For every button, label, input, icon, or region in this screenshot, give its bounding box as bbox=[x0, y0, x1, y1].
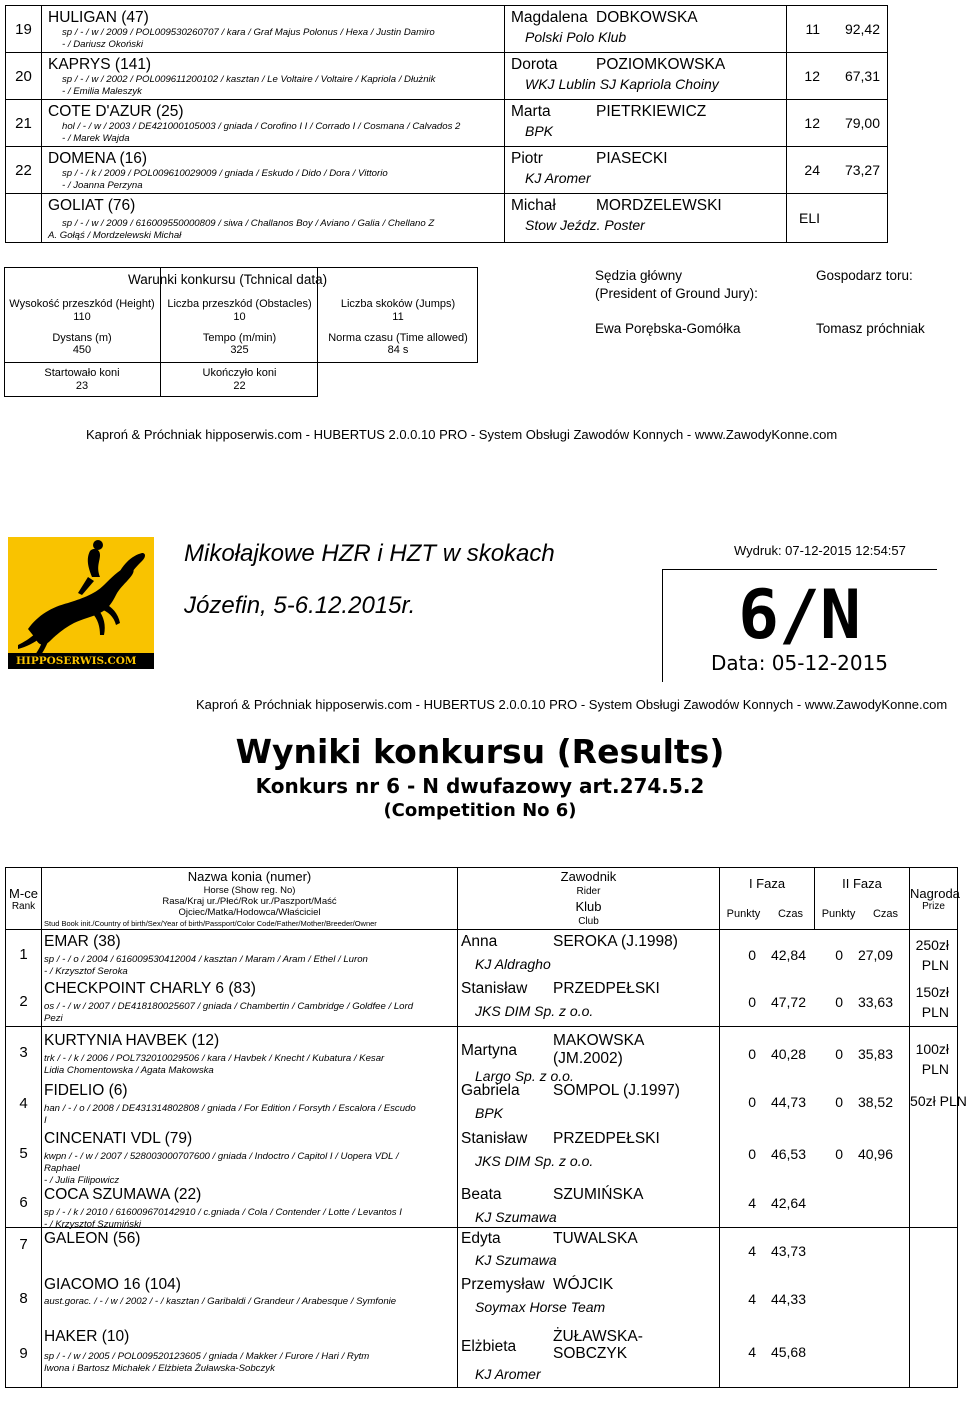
rider-cell bbox=[458, 1228, 720, 1388]
rank-cell bbox=[6, 194, 42, 243]
phase1-time: 42,84 bbox=[770, 946, 806, 963]
horse-owner: - / Julia Filipowicz bbox=[44, 1175, 120, 1186]
phase1-time: 46,53 bbox=[770, 1146, 806, 1162]
phase2-time: 27,09 bbox=[857, 946, 893, 963]
horse-owner: - / Dariusz Okoński bbox=[62, 39, 144, 50]
phase2-points: 0 bbox=[835, 1146, 843, 1162]
phase1-time: 40,28 bbox=[770, 1046, 806, 1062]
horse-info: sp / - / w / 2002 / POL009611200102 / kasztan / Le Voltaire / Voltaire / Kapriola / Dłużnik bbox=[62, 74, 436, 85]
rider-club: BPK bbox=[475, 1105, 504, 1121]
phase-results-cell bbox=[720, 930, 910, 1027]
phase2-points: 0 bbox=[835, 993, 843, 1010]
rank-header-en: Rank bbox=[11, 900, 36, 912]
obstacles-value: 10 bbox=[233, 311, 246, 323]
rank-cell: 22 bbox=[6, 147, 42, 194]
rider-first-name: Stanisław bbox=[461, 980, 528, 997]
rider-last-name: ŻUŁAWSKA- bbox=[553, 1328, 643, 1345]
table-row bbox=[6, 147, 888, 194]
time bbox=[820, 210, 880, 226]
rider-club: KJ Aromer bbox=[525, 170, 591, 186]
rank-cell bbox=[6, 1027, 42, 1228]
rider-first-name: Magdalena bbox=[511, 9, 588, 26]
horse-cell bbox=[42, 147, 505, 194]
phase2-time: 33,63 bbox=[857, 993, 893, 1010]
phase1-points: 4 bbox=[748, 1195, 756, 1211]
footer-credit: Kaproń & Próchniak hipposerwis.com - HUBERTUS 2.0.0.10 PRO - System Obsługi Zawodów Konnych - www.ZawodyKonne.com bbox=[86, 427, 838, 442]
faults: 12 bbox=[804, 115, 820, 131]
horse-name: DOMENA (16) bbox=[48, 150, 148, 167]
time-label: Czas bbox=[777, 907, 804, 920]
horse-name: CINCENATI VDL (79) bbox=[44, 1130, 193, 1147]
phase1-time: 42,64 bbox=[770, 1195, 806, 1211]
table-row bbox=[6, 1228, 958, 1388]
horse-info: sp / - / o / 2004 / 616009530412004 / kasztan / Maram / Aram / Ethel / Luron bbox=[44, 954, 368, 965]
time: 67,31 bbox=[844, 68, 880, 84]
rider-last-name: POZIOMKOWSKA bbox=[596, 56, 726, 73]
prize-currency: PLN bbox=[921, 1004, 950, 1020]
phase2-header bbox=[815, 868, 910, 930]
started-value: 23 bbox=[75, 380, 89, 392]
prize-amount: 150zł bbox=[915, 984, 950, 1000]
phase1-time: 44,33 bbox=[770, 1291, 806, 1307]
rider-club: JKS DIM Sp. z o.o. bbox=[475, 1153, 594, 1169]
header-credit: Kaproń & Próchniak hipposerwis.com - HUBERTUS 2.0.0.10 PRO - System Obsługi Zawodów Konnych - www.ZawodyKonne.com bbox=[196, 697, 948, 712]
horse-name: GALEON (56) bbox=[44, 1230, 141, 1247]
phase1-points: 4 bbox=[748, 1344, 756, 1360]
phase2-label: II Faza bbox=[842, 875, 882, 891]
rider-header bbox=[458, 868, 720, 930]
horse-owner: I bbox=[44, 1115, 47, 1126]
phase2-time: 35,83 bbox=[857, 1046, 893, 1062]
time-label: Czas bbox=[872, 907, 899, 920]
horse-meta-header: Rasa/Kraj ur./Płeć/Rok ur./Paszport/Maść bbox=[162, 896, 337, 907]
rider-club: Stow Jeźdz. Poster bbox=[525, 217, 645, 233]
table-row bbox=[6, 1027, 958, 1228]
phase-results-cell bbox=[720, 1027, 910, 1228]
phase2-time: 40,96 bbox=[857, 1146, 893, 1162]
prize-cell bbox=[910, 1228, 958, 1388]
horse-owner: - / Krzysztof Seroka bbox=[44, 966, 128, 977]
rank-cell: 21 bbox=[6, 100, 42, 147]
horse-owner: - / Krzysztof Szumiński bbox=[44, 1219, 142, 1230]
rider-first-name: Edyta bbox=[461, 1230, 501, 1247]
phase1-time: 47,72 bbox=[770, 993, 806, 1010]
horse-info: sp / - / w / 2005 / POL009520123605 / gniada / Makker / Furore / Hari / Rytm bbox=[44, 1351, 370, 1362]
phase-results-cell bbox=[720, 1228, 910, 1388]
horse-info: sp / - / w / 2009 / 616009550000809 / siwa / Challanos Boy / Aviano / Galia / Chellano Z bbox=[62, 218, 435, 229]
rank-value: 4 bbox=[19, 1095, 28, 1112]
rider-last-name-2: SOBCZYK bbox=[553, 1345, 628, 1362]
phase2-points: 0 bbox=[835, 1046, 843, 1062]
phase2-points: 0 bbox=[835, 946, 843, 963]
prize-amount: 100zł bbox=[915, 1041, 950, 1057]
prize-amount: 50zł PLN bbox=[910, 1093, 967, 1109]
horse-name: EMAR (38) bbox=[44, 933, 121, 950]
rank-header-pl: M-ce bbox=[9, 885, 38, 901]
prize-amount: 250zł bbox=[915, 937, 950, 953]
phase1-time: 45,68 bbox=[770, 1344, 806, 1360]
table-row bbox=[6, 194, 888, 243]
faults: 24 bbox=[804, 162, 820, 178]
distance-value: 450 bbox=[72, 344, 92, 356]
table-row bbox=[6, 53, 888, 100]
rank-value: 9 bbox=[19, 1345, 28, 1362]
horse-name: KURTYNIA HAVBEK (12) bbox=[44, 1032, 220, 1049]
points-label: Punkty bbox=[726, 907, 761, 920]
horse-info: sp / - / k / 2009 / POL009610029009 / gniada / Eskudo / Dido / Dora / Vittorio bbox=[62, 168, 388, 179]
rider-last-name: PRZEDPEŁSKI bbox=[553, 980, 660, 997]
horse-info: han / - / o / 2008 / DE431314802808 / gniada / For Edition / Forsyth / Escalora / Escudo bbox=[44, 1103, 416, 1114]
horse-name: HAKER (10) bbox=[44, 1328, 130, 1345]
horse-meta-header-2: Ojciec/Matka/Hodowca/Właściciel bbox=[178, 907, 321, 918]
time: 79,00 bbox=[844, 115, 880, 131]
rider-category: (JM.2002) bbox=[553, 1050, 623, 1067]
club-header-en: Club bbox=[578, 915, 599, 927]
time-allowed-value: 84 s bbox=[387, 344, 409, 356]
header-row bbox=[6, 868, 958, 930]
rider-cell bbox=[505, 6, 787, 53]
tempo-label: Tempo (m/min) bbox=[202, 332, 277, 344]
rider-last-name: PIETRKIEWICZ bbox=[596, 103, 707, 120]
rank-value: 5 bbox=[19, 1145, 28, 1162]
horse-cell bbox=[42, 1228, 458, 1388]
horse-jumper-icon bbox=[8, 537, 154, 669]
prize-cell bbox=[910, 930, 958, 1027]
rank-value: 3 bbox=[19, 1044, 28, 1061]
horse-owner: Raphael bbox=[44, 1163, 80, 1174]
faults: ELI bbox=[798, 210, 820, 226]
phase1-time: 43,73 bbox=[770, 1243, 806, 1259]
rider-first-name: Gabriela bbox=[461, 1082, 520, 1099]
rider-club: Polski Polo Klub bbox=[525, 29, 627, 45]
obstacles-label: Liczba przeszkód (Obstacles) bbox=[167, 298, 312, 310]
result-cell bbox=[787, 194, 888, 243]
rider-first-name: Piotr bbox=[511, 150, 543, 167]
rider-club: JKS DIM Sp. z o.o. bbox=[475, 1003, 594, 1019]
horse-cell bbox=[42, 53, 505, 100]
conditions-title: Warunki konkursu (Tchnical data) bbox=[128, 272, 328, 287]
horse-cell bbox=[42, 930, 458, 1027]
horse-info: trk / - / k / 2006 / POL732010029506 / kara / Havbek / Knecht / Kubatura / Kesar bbox=[44, 1053, 385, 1064]
result-cell bbox=[787, 147, 888, 194]
horse-cell bbox=[42, 100, 505, 147]
rider-first-name: Elżbieta bbox=[461, 1338, 517, 1355]
horse-name: GIACOMO 16 (104) bbox=[44, 1276, 181, 1293]
horse-info: aust.gorac. / - / w / 2002 / - / kasztan / Garibaldi / Grandeur / Arabesque / Symfonie bbox=[44, 1296, 397, 1307]
results-table bbox=[5, 867, 967, 1388]
rider-last-name: SEROKA (J.1998) bbox=[553, 933, 678, 950]
rank-value: 7 bbox=[19, 1236, 28, 1253]
horse-info: kwpn / - / w / 2007 / 528003000707600 / gniada / Indoctro / Capitol I / Uopera VDL / bbox=[44, 1151, 399, 1162]
horse-cell bbox=[42, 1027, 458, 1228]
table-row bbox=[6, 100, 888, 147]
event-place: Józefin, 5-6.12.2015r. bbox=[184, 592, 416, 619]
rider-header-en: Rider bbox=[576, 885, 601, 897]
height-label: Wysokość przeszkód (Height) bbox=[9, 298, 155, 310]
host-label: Gospodarz toru: bbox=[816, 268, 913, 283]
rider-last-name: MAKOWSKA bbox=[553, 1032, 645, 1049]
horse-name: COTE D'AZUR (25) bbox=[48, 103, 184, 120]
competition-subtitle-en: (Competition No 6) bbox=[383, 800, 577, 821]
prize-header-en: Prize bbox=[922, 900, 945, 912]
rider-cell bbox=[458, 1027, 720, 1228]
rider-cell bbox=[505, 194, 787, 243]
rider-last-name: DOBKOWSKA bbox=[596, 9, 698, 26]
horse-cell bbox=[42, 194, 505, 243]
phase1-points: 0 bbox=[748, 993, 756, 1010]
prize-header-pl: Nagroda bbox=[910, 885, 960, 901]
judge-label-en: (President of Ground Jury): bbox=[595, 286, 758, 301]
rider-last-name: WÓJCIK bbox=[553, 1276, 614, 1293]
phase1-points: 0 bbox=[748, 1146, 756, 1162]
rider-club: KJ Aromer bbox=[475, 1366, 541, 1382]
logo-text: HIPPOSERWIS.COM bbox=[16, 655, 137, 667]
rider-club: KJ Szumawa bbox=[475, 1209, 557, 1225]
phase2-time: 38,52 bbox=[857, 1094, 893, 1110]
divider bbox=[662, 569, 937, 570]
rank-header bbox=[6, 868, 42, 930]
jumps-label: Liczba skoków (Jumps) bbox=[340, 298, 456, 310]
phase1-points: 4 bbox=[748, 1291, 756, 1307]
horse-owner: Lidia Chomentowska / Agata Makowska bbox=[44, 1065, 214, 1076]
phase1-points: 0 bbox=[748, 1046, 756, 1062]
host-name: Tomasz próchniak bbox=[816, 321, 925, 336]
rider-first-name: Beata bbox=[461, 1186, 502, 1203]
judge-label: Sędzia główny bbox=[595, 268, 683, 283]
horse-info: os / - / w / 2007 / DE418180025607 / gniada / Chambertin / Cambridge / Goldfee / Lord bbox=[44, 1001, 414, 1012]
result-cell bbox=[787, 53, 888, 100]
jumps-value: 11 bbox=[392, 311, 404, 323]
horse-header-pl: Nazwa konia (numer) bbox=[187, 869, 312, 884]
table-row bbox=[6, 6, 888, 53]
horse-owner: - / Emilia Maleszyk bbox=[62, 86, 142, 97]
horse-header bbox=[42, 868, 458, 930]
horse-name: FIDELIO (6) bbox=[44, 1082, 128, 1099]
rider-first-name: Michał bbox=[511, 197, 556, 214]
time-allowed-label: Norma czasu (Time allowed) bbox=[328, 332, 468, 344]
horse-name: GOLIAT (76) bbox=[48, 197, 136, 214]
rider-last-name: PRZEDPEŁSKI bbox=[553, 1130, 660, 1147]
phase1-points: 4 bbox=[748, 1243, 756, 1259]
tempo-value: 325 bbox=[230, 344, 249, 356]
rank-cell bbox=[6, 930, 42, 1027]
table-row bbox=[6, 930, 958, 1027]
results-title: Wyniki konkursu (Results) bbox=[235, 732, 725, 771]
horse-owner: Pezi bbox=[44, 1013, 63, 1024]
competition-subtitle: Konkurs nr 6 - N dwufazowy art.274.5.2 bbox=[255, 774, 705, 798]
horse-name: KAPRYS (141) bbox=[48, 56, 152, 73]
horse-name: HULIGAN (47) bbox=[48, 9, 149, 26]
rider-club: Largo Sp. z o.o. bbox=[475, 1068, 574, 1084]
time: 92,42 bbox=[844, 21, 880, 37]
competition-code: 6/N bbox=[738, 576, 861, 655]
rider-club: KJ Aldragho bbox=[475, 956, 551, 972]
rider-first-name: Stanisław bbox=[461, 1130, 528, 1147]
phase1-points: 0 bbox=[748, 1094, 756, 1110]
rider-last-name: SZUMIŃSKA bbox=[553, 1186, 644, 1203]
time: 73,27 bbox=[844, 162, 880, 178]
rider-club: BPK bbox=[525, 123, 554, 139]
rider-cell bbox=[458, 930, 720, 1027]
prize-cell bbox=[910, 1027, 967, 1228]
judge-name: Ewa Porębska-Gomółka bbox=[595, 321, 741, 336]
horse-info: sp / - / k / 2010 / 616009670142910 / c.gniada / Cola / Contender / Lotte / Levantos I bbox=[44, 1207, 402, 1218]
horse-name: CHECKPOINT CHARLY 6 (83) bbox=[44, 980, 256, 997]
rider-first-name: Przemysław bbox=[461, 1276, 545, 1293]
rider-last-name: TUWALSKA bbox=[553, 1230, 638, 1247]
started-label: Startowało koni bbox=[44, 367, 120, 379]
horse-info: sp / - / w / 2009 / POL009530260707 / kara / Graf Majus Polonus / Hexa / Justin Damiro bbox=[62, 27, 435, 38]
rider-cell bbox=[505, 100, 787, 147]
faults: 11 bbox=[805, 21, 820, 37]
rider-cell bbox=[505, 147, 787, 194]
rider-header-pl: Zawodnik bbox=[560, 868, 617, 884]
rider-club: KJ Szumawa bbox=[475, 1252, 557, 1268]
result-cell bbox=[787, 100, 888, 147]
print-timestamp: Wydruk: 07-12-2015 12:54:57 bbox=[734, 543, 906, 558]
event-title: Mikołajkowe HZR i HZT w skokach bbox=[184, 540, 555, 567]
rider-club: WKJ Lublin SJ Kapriola Choiny bbox=[525, 76, 719, 92]
horse-owner: A. Gołąś / Mordzelewski Michał bbox=[48, 230, 182, 241]
prize-currency: PLN bbox=[921, 957, 950, 973]
rider-first-name: Marta bbox=[511, 103, 551, 120]
phase1-label: I Faza bbox=[748, 875, 786, 891]
points-label: Punkty bbox=[821, 907, 856, 920]
rider-first-name: Anna bbox=[461, 933, 498, 950]
rank-value: 6 bbox=[19, 1194, 28, 1211]
rank-value: 8 bbox=[19, 1290, 28, 1307]
finished-value: 22 bbox=[233, 380, 246, 392]
horse-name: COCA SZUMAWA (22) bbox=[44, 1186, 202, 1203]
distance-label: Dystans (m) bbox=[52, 332, 112, 344]
rider-first-name: Dorota bbox=[511, 56, 558, 73]
prize-currency: PLN bbox=[921, 1061, 950, 1077]
horse-meta-header-en: Stud Book init./Country of birth/Sex/Year of birth/Passport/Color Code/Father/Mother/Breeder/Owner bbox=[44, 919, 377, 928]
rank-cell: 19 bbox=[6, 6, 42, 53]
rider-last-name: MORDZELEWSKI bbox=[596, 197, 722, 214]
faults: 12 bbox=[804, 68, 820, 84]
rank-cell bbox=[6, 1228, 42, 1388]
rider-first-name: Martyna bbox=[461, 1042, 517, 1059]
phase1-points: 0 bbox=[748, 946, 756, 963]
rank-cell: 20 bbox=[6, 53, 42, 100]
rider-last-name: PIASECKI bbox=[596, 150, 668, 167]
horse-owner: Iwona i Bartosz Michałek / Elżbieta Żuławska-Sobczyk bbox=[44, 1363, 275, 1374]
phase1-time: 44,73 bbox=[770, 1094, 806, 1110]
hipposerwis-logo bbox=[8, 537, 154, 669]
horse-owner: - / Joanna Perzyna bbox=[62, 180, 143, 191]
club-header-pl: Klub bbox=[575, 898, 602, 914]
horse-header-en: Horse (Show reg. No) bbox=[203, 885, 296, 896]
competition-date: Data: 05-12-2015 bbox=[710, 651, 889, 675]
phase1-header bbox=[720, 868, 815, 930]
result-cell bbox=[787, 6, 888, 53]
rank-value: 1 bbox=[19, 946, 28, 963]
horse-owner: - / Marek Wajda bbox=[62, 133, 130, 144]
horse-cell bbox=[42, 6, 505, 53]
previous-results-table bbox=[5, 5, 888, 243]
prize-header bbox=[910, 868, 958, 930]
height-value: 110 bbox=[73, 311, 91, 323]
horse-info: hol / - / w / 2003 / DE421000105003 / gniada / Corofino I I / Corrado I / Cosmana / Calvados 2 bbox=[62, 121, 461, 132]
rank-value: 2 bbox=[19, 993, 28, 1010]
phase2-points: 0 bbox=[835, 1094, 843, 1110]
rider-last-name: SOMPOL (J.1997) bbox=[553, 1082, 680, 1099]
rider-cell bbox=[505, 53, 787, 100]
rider-club: Soymax Horse Team bbox=[475, 1299, 606, 1315]
finished-label: Ukończyło koni bbox=[202, 367, 277, 379]
